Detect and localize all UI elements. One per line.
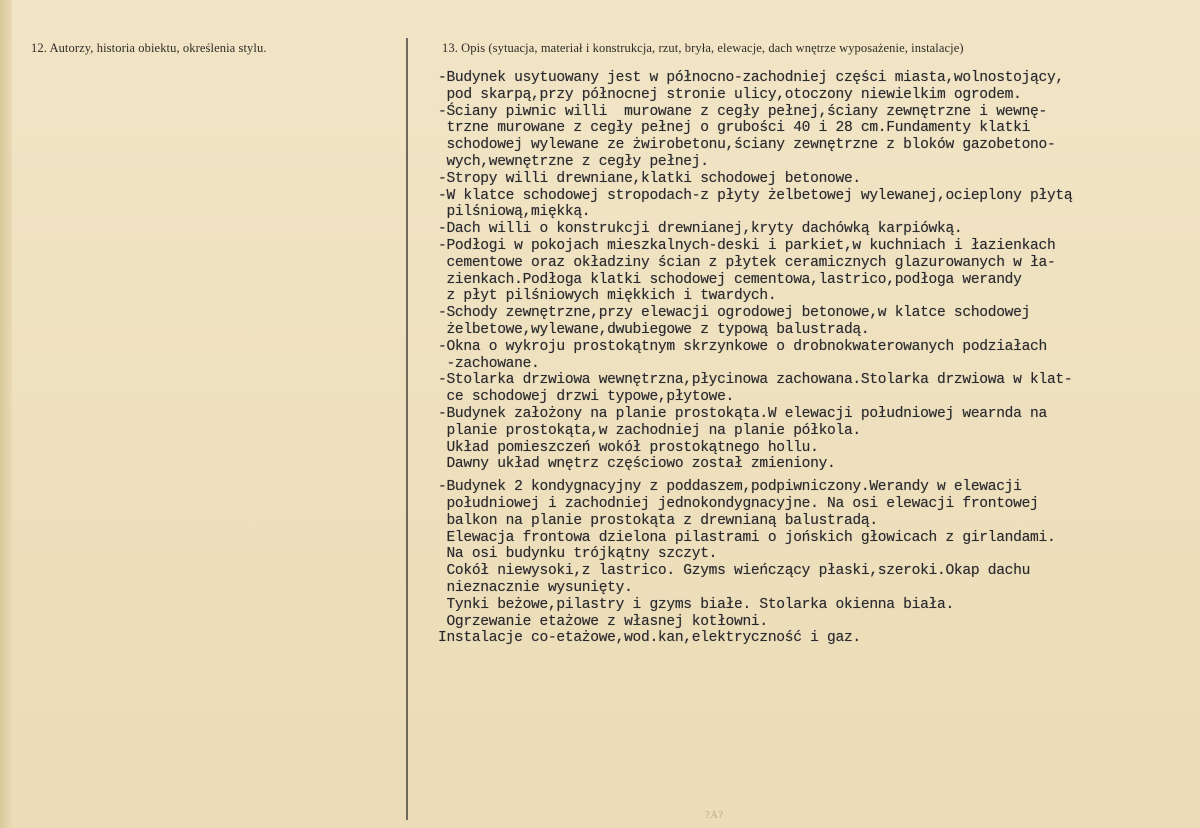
- description-line: -Budynek założony na planie prostokąta.W elewacji południowej wearnda na: [438, 405, 1047, 422]
- sheet-edge: [0, 0, 12, 828]
- description-line: trzne murowane z cegły pełnej o grubości 40 i 28 cm.Fundamenty klatki: [438, 120, 1031, 137]
- description-line: -Stolarka drzwiowa wewnętrzna,płycinowa zachowana.Stolarka drzwiowa w klat-: [438, 372, 1073, 389]
- description-line: żelbetowe,wylewane,dwubiegowe z typową balustradą.: [438, 321, 870, 338]
- description-line: -Stropy willi drewniane,klatki schodowej betonowe.: [438, 170, 861, 187]
- description-line: Cokół niewysoki,z lastrico. Gzyms wieńczący płaski,szeroki.Okap dachu: [438, 563, 1031, 580]
- description-line: -zachowane.: [438, 355, 540, 372]
- description-line: Elewacja frontowa dzielona pilastrami o jońskich głowicach z girlandami.: [438, 529, 1056, 546]
- description-line: -Dach willi o konstrukcji drewnianej,kryty dachówką karpiówką.: [438, 221, 963, 238]
- description-line: -W klatce schodowej stropodach-z płyty żelbetowej wylewanej,ocieplony płytą: [438, 187, 1073, 204]
- description-line: Tynki beżowe,pilastry i gzyms białe. Stolarka okienna biała.: [438, 596, 954, 613]
- section-12-heading: 12. Autorzy, historia obiektu, określenia stylu.: [31, 41, 267, 55]
- description-line: -Ściany piwnic willi murowane z cegły pełnej,ściany zewnętrzne i wewnę-: [438, 103, 1047, 120]
- description-line: balkon na planie prostokąta z drewnianą balustradą.: [438, 512, 878, 529]
- description-line: pod skarpą,przy północnej stronie ulicy,otoczony niewielkim ogrodem.: [438, 86, 1022, 103]
- description-line: nieznacznie wysunięty.: [438, 579, 633, 596]
- description-line: -Podłogi w pokojach mieszkalnych-deski i parkiet,w kuchniach i łazienkach: [438, 237, 1056, 254]
- faint-stamp: ?A?: [705, 810, 725, 821]
- description-line: -Okna o wykroju prostokątnym skrzynkowe o drobnokwaterowanych podziałach: [438, 338, 1047, 355]
- description-line: -Budynek 2 kondygnacyjny z poddaszem,podpiwniczony.Werandy w elewacji: [438, 479, 1022, 496]
- description-line: -Schody zewnętrzne,przy elewacji ogrodowej betonowe,w klatce schodowej: [438, 305, 1031, 322]
- description-line: cementowe oraz okładziny ścian z płytek ceramicznych glazurowanych w ła-: [438, 254, 1056, 271]
- description-line: planie prostokąta,w zachodniej na planie półkola.: [438, 422, 861, 439]
- section-13-heading: 13. Opis (sytuacja, materiał i konstrukcja, rzut, bryła, elewacje, dach wnętrze wyposażenie, instalacje): [442, 41, 964, 55]
- description-line: Na osi budynku trójkątny szczyt.: [438, 546, 718, 563]
- description-line: zienkach.Podłoga klatki schodowej cementowa,lastrico,podłoga werandy: [438, 271, 1022, 288]
- typed-description: [438, 70, 1072, 647]
- description-line: Ogrzewanie etażowe z własnej kotłowni.: [438, 613, 768, 630]
- description-line: schodowej wylewane ze żwirobetonu,ściany zewnętrzne z bloków gazobetono-: [438, 137, 1056, 154]
- column-divider: [406, 38, 408, 820]
- description-line: wych,wewnętrzne z cegły pełnej.: [438, 153, 709, 170]
- description-line: Dawny układ wnętrz częściowo został zmieniony.: [438, 456, 836, 473]
- description-line: Instalacje co-etażowe,wod.kan,elektryczność i gaz.: [438, 630, 861, 647]
- description-line: -Budynek usytuowany jest w północno-zachodniej części miasta,wolnostojący,: [438, 70, 1064, 86]
- description-line: ce schodowej drzwi typowe,płytowe.: [438, 389, 735, 406]
- description-line: pilśniową,miękką.: [438, 204, 591, 221]
- description-line: Układ pomieszczeń wokół prostokątnego hollu.: [438, 439, 819, 456]
- description-line: południowej i zachodniej jednokondygnacyjne. Na osi elewacji frontowej: [438, 495, 1039, 512]
- description-line: z płyt pilśniowych miękkich i twardych.: [438, 288, 777, 305]
